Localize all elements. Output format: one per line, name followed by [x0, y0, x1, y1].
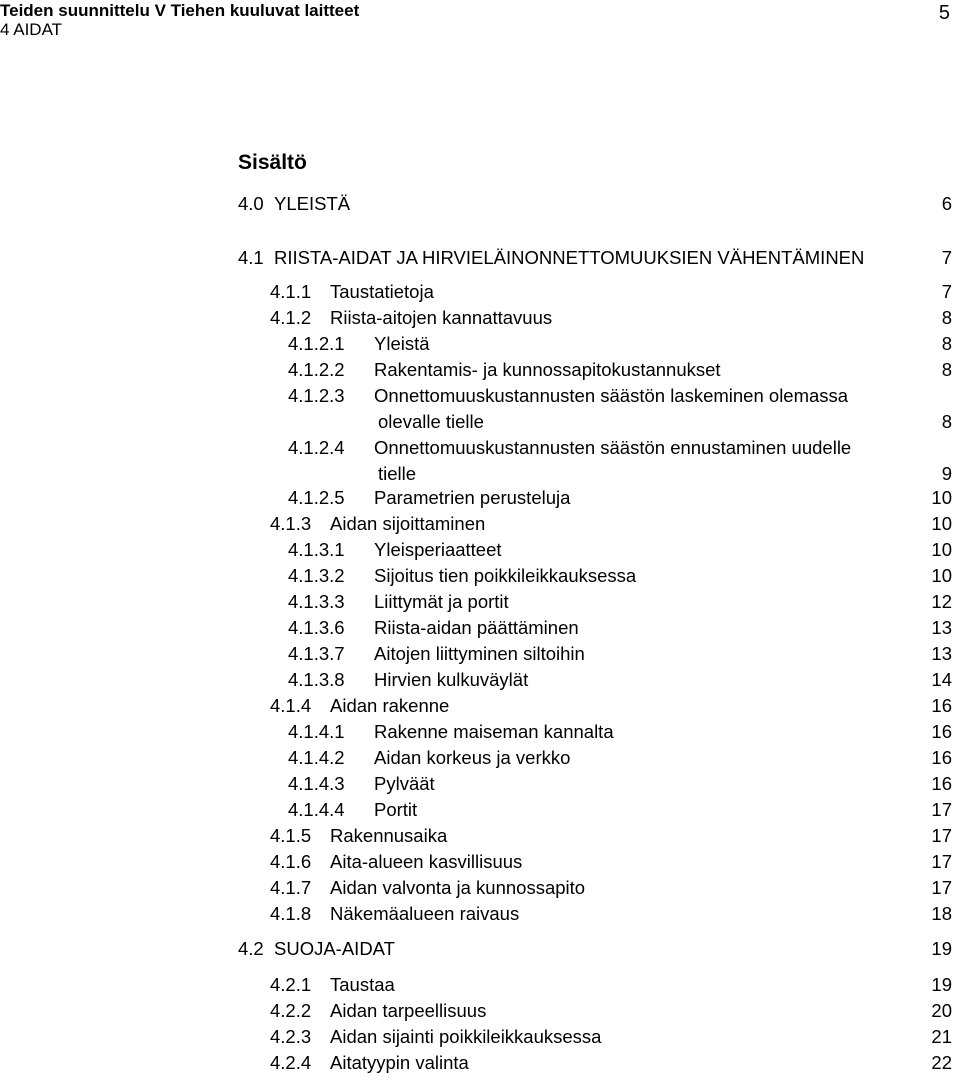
toc-entry-label: Parametrien perusteluja — [374, 487, 571, 508]
toc-entry[interactable] — [238, 245, 952, 271]
toc-entry-page: 17 — [931, 851, 952, 872]
toc-entry-label: Aidan tarpeellisuus — [330, 1000, 487, 1021]
toc-entry-number: 4.1.4 — [270, 695, 312, 716]
toc-heading: Sisältö — [238, 151, 307, 174]
toc-entry-number: 4.1.1 — [270, 281, 312, 302]
toc-entry-label: Rakenne maiseman kannalta — [374, 721, 614, 742]
toc-entry-page: 12 — [931, 591, 952, 612]
toc-entry-page: 22 — [931, 1052, 952, 1073]
toc-entry[interactable] — [288, 485, 952, 511]
toc-entry[interactable] — [288, 383, 952, 435]
toc-entry[interactable] — [288, 771, 952, 797]
toc-entry-number: 4.1.2.4 — [288, 437, 345, 458]
toc-entry[interactable] — [270, 849, 952, 875]
toc-entry-number: 4.1.2.1 — [288, 333, 345, 354]
toc-entry-number: 4.1.2.3 — [288, 385, 345, 406]
toc-entry[interactable] — [270, 998, 952, 1024]
toc-entry-label: Aidan sijoittaminen — [330, 513, 486, 534]
toc-entry-label: Yleistä — [374, 333, 430, 354]
toc-entry-page: 20 — [931, 1000, 952, 1021]
toc-entry-label: Aitatyypin valinta — [330, 1052, 469, 1073]
toc-entry-label: Yleisperiaatteet — [374, 539, 502, 560]
toc-entry-page: 13 — [931, 643, 952, 664]
toc-entry[interactable] — [270, 972, 952, 998]
toc-entry-number: 4.1.6 — [270, 851, 312, 872]
toc-entry-number: 4.2.1 — [270, 974, 312, 995]
toc-entry-page: 8 — [941, 411, 952, 432]
toc-entry-label: YLEISTÄ — [274, 193, 351, 214]
toc-entry-number: 4.2 — [238, 938, 264, 959]
toc-entry-label: Aidan rakenne — [330, 695, 450, 716]
toc-entry[interactable] — [238, 191, 952, 217]
toc-entry[interactable] — [270, 823, 952, 849]
toc-entry-page: 7 — [941, 281, 952, 302]
toc-entry-label: Pylväät — [374, 773, 435, 794]
toc-entry-page: 16 — [931, 747, 952, 768]
toc-entry[interactable] — [288, 563, 952, 589]
toc-entry-page: 19 — [931, 938, 952, 959]
toc-entry[interactable] — [288, 357, 952, 383]
toc-entry-number: 4.0 — [238, 193, 264, 214]
toc-entry-page: 13 — [931, 617, 952, 638]
toc-entry-page: 18 — [931, 903, 952, 924]
toc-entry-label: Taustaa — [330, 974, 395, 995]
toc-entry-label: Riista-aitojen kannattavuus — [330, 307, 553, 328]
toc-entry-number: 4.1.3.3 — [288, 591, 345, 612]
toc-entry-page: 10 — [931, 487, 952, 508]
toc-entry[interactable] — [288, 537, 952, 563]
toc-entry-label: RIISTA-AIDAT JA HIRVIELÄINONNETTOMUUKSIEN VÄHENTÄMINEN — [274, 247, 865, 268]
toc-entry-number: 4.1.4.1 — [288, 721, 345, 742]
toc-entry-page: 8 — [941, 359, 952, 380]
toc-entry[interactable] — [288, 719, 952, 745]
toc-entry-number: 4.1 — [238, 247, 264, 268]
toc-entry-label: Näkemäalueen raivaus — [330, 903, 520, 924]
toc-entry-page: 16 — [931, 721, 952, 742]
toc-entry-number: 4.1.8 — [270, 903, 312, 924]
toc-entry-number: 4.1.3.7 — [288, 643, 345, 664]
toc-entry-page: 17 — [931, 825, 952, 846]
toc-entry-label: Aitojen liittyminen siltoihin — [374, 643, 585, 664]
toc-entry[interactable] — [288, 667, 952, 693]
toc-entry[interactable] — [270, 1024, 952, 1050]
toc-entry[interactable] — [270, 511, 952, 537]
toc-entry[interactable] — [270, 901, 952, 927]
toc-entry-label: SUOJA-AIDAT — [274, 938, 395, 959]
toc-entry-label: Aidan sijainti poikkileikkauksessa — [330, 1026, 602, 1047]
toc-entry-label: Aidan korkeus ja verkko — [374, 747, 571, 768]
toc-entry-label: Sijoitus tien poikkileikkauksessa — [374, 565, 637, 586]
toc-entry-number: 4.1.3.2 — [288, 565, 345, 586]
toc-entry-label: Rakentamis- ja kunnossapitokustannukset — [374, 359, 721, 380]
toc-entry-label-continued: olevalle tielle — [378, 411, 484, 432]
toc-entry-label: Riista-aidan päättäminen — [374, 617, 579, 638]
toc-entry-page: 10 — [931, 539, 952, 560]
toc-entry-label: Hirvien kulkuväylät — [374, 669, 529, 690]
toc-entry-page: 14 — [931, 669, 952, 690]
toc-entry-label: Aita-alueen kasvillisuus — [330, 851, 523, 872]
toc-entry-number: 4.1.3.1 — [288, 539, 345, 560]
toc-entry[interactable] — [238, 936, 952, 962]
toc-entry[interactable] — [288, 615, 952, 641]
toc-entry-number: 4.1.2.2 — [288, 359, 345, 380]
toc-entry-page: 8 — [941, 333, 952, 354]
toc-entry-label: Aidan valvonta ja kunnossapito — [330, 877, 586, 898]
toc-entry-label: Onnettomuuskustannusten säästön laskeminen olemassa — [374, 385, 849, 406]
toc-entry-page: 21 — [931, 1026, 952, 1047]
toc-entry-label: Rakennusaika — [330, 825, 448, 846]
toc-entry[interactable] — [270, 875, 952, 901]
toc-entry-number: 4.1.3.6 — [288, 617, 345, 638]
toc-entry[interactable] — [288, 435, 952, 487]
toc-entry-number: 4.1.2.5 — [288, 487, 345, 508]
toc-entry-label-continued: tielle — [378, 463, 417, 484]
toc-entry-page: 9 — [941, 463, 952, 484]
toc-entry-number: 4.1.7 — [270, 877, 312, 898]
toc-entry-page: 10 — [931, 513, 952, 534]
toc-entry-page: 17 — [931, 877, 952, 898]
toc-entry-page: 19 — [931, 974, 952, 995]
toc-entry[interactable] — [288, 641, 952, 667]
toc-entry-number: 4.1.2 — [270, 307, 312, 328]
toc-entry-label: Taustatietoja — [330, 281, 434, 302]
toc-entry-number: 4.1.5 — [270, 825, 312, 846]
toc-entry[interactable] — [288, 331, 952, 357]
toc-entry-number: 4.1.4.2 — [288, 747, 345, 768]
toc-entry-page: 8 — [941, 307, 952, 328]
toc-entry-number: 4.2.2 — [270, 1000, 312, 1021]
toc-entry-number: 4.2.4 — [270, 1052, 312, 1073]
toc-entry[interactable] — [270, 279, 952, 305]
toc-entry-number: 4.2.3 — [270, 1026, 312, 1047]
toc-entry[interactable] — [288, 745, 952, 771]
toc-entry[interactable] — [288, 589, 952, 615]
chapter-title: 4 AIDAT — [0, 20, 63, 39]
toc-entry-number: 4.1.4.4 — [288, 799, 345, 820]
toc-entry[interactable] — [270, 1050, 952, 1076]
toc-entry-number: 4.1.4.3 — [288, 773, 345, 794]
toc-entry[interactable] — [270, 305, 952, 331]
toc-entry-page: 7 — [941, 247, 952, 268]
toc-entry[interactable] — [270, 693, 952, 719]
toc-entry-page: 6 — [941, 193, 952, 214]
toc-entry-page: 16 — [931, 773, 952, 794]
toc-entry-page: 10 — [931, 565, 952, 586]
page-number: 5 — [938, 2, 950, 24]
toc-entry-label: Portit — [374, 799, 418, 820]
toc-entry-page: 17 — [931, 799, 952, 820]
toc-entry-number: 4.1.3 — [270, 513, 312, 534]
toc-entry-label: Liittymät ja portit — [374, 591, 509, 612]
toc-entry[interactable] — [288, 797, 952, 823]
toc-entry-label: Onnettomuuskustannusten säästön ennustaminen uudelle — [374, 437, 852, 458]
toc-entry-page: 16 — [931, 695, 952, 716]
toc-entry-number: 4.1.3.8 — [288, 669, 345, 690]
document-title: Teiden suunnittelu V Tiehen kuuluvat laitteet — [0, 1, 360, 20]
